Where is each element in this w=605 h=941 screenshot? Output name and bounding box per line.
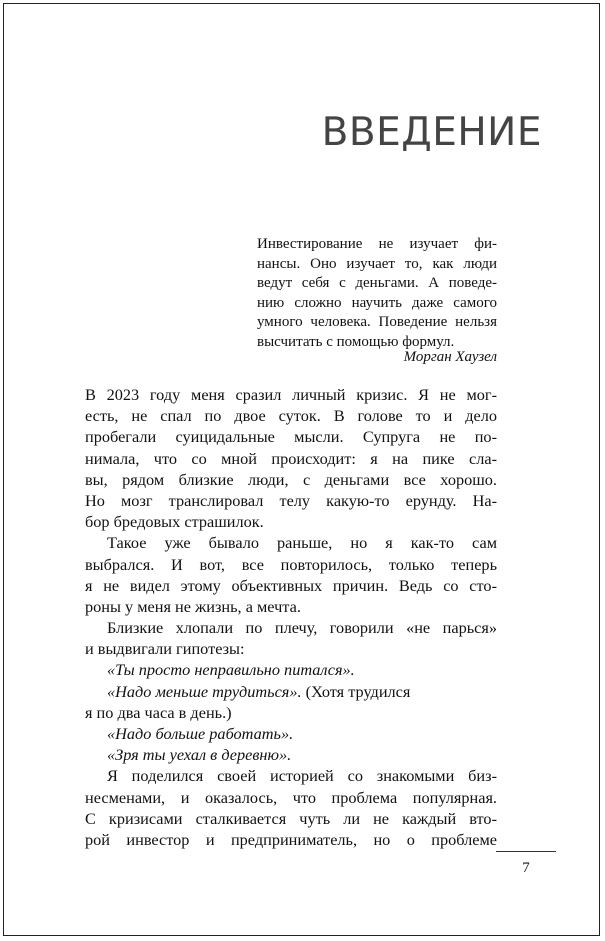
body-text-span: (Хотя трудился xyxy=(301,681,411,701)
epigraph-author: Морган Хаузел xyxy=(403,349,497,365)
body-line: Такое уже бывало раньше, но я как-то сам xyxy=(107,533,497,553)
quote-text: «Надо меньше трудиться». xyxy=(107,681,302,701)
epigraph xyxy=(257,235,497,353)
body-line: бор бредовых страшилок. xyxy=(85,512,264,532)
body-line xyxy=(85,681,497,702)
epigraph-line: нию сложно научить даже самого xyxy=(257,294,497,311)
body-line xyxy=(85,744,497,765)
body-line: рой инвестор и предприниматель, но о проблеме xyxy=(85,829,497,849)
epigraph-line: Инвестирование не изучает фи- xyxy=(257,236,497,252)
body-line: Я поделился своей историей со знакомыми биз- xyxy=(107,766,497,786)
body-line: я по два часа в день.) xyxy=(85,702,232,722)
body-line xyxy=(85,723,497,744)
body-line: С кризисами сталкивается чуть ли не каждый вто- xyxy=(85,808,497,828)
body-line: вы, рядом близкие люди, с деньгами все хорошо. xyxy=(85,469,497,489)
body-line: Близкие хлопали по плечу, говорили «не парься» xyxy=(107,618,497,638)
epigraph-line: высчитать с помощью формул. xyxy=(257,333,455,350)
body-line: Но мозг транслировал телу какую-то ерунду. На- xyxy=(85,490,497,510)
body-line: пробегали суицидальные мысли. Супруга не по- xyxy=(85,427,497,447)
body-line: выбрался. И вот, все повторилось, только теперь xyxy=(85,554,497,574)
quote-text: «Надо больше работать». xyxy=(107,724,294,743)
epigraph-line: ведут себя с деньгами. А поведе- xyxy=(257,275,497,292)
body-text xyxy=(85,384,497,850)
body-line: несменами, и оказалось, что проблема популярная. xyxy=(85,787,497,807)
epigraph-line: нансы. Оно изучает то, как люди xyxy=(257,255,497,272)
body-line xyxy=(85,659,497,680)
book-page xyxy=(3,3,600,936)
quote-text: «Зря ты уехал в деревню». xyxy=(107,745,292,765)
body-line: В 2023 году меня сразил личный кризис. Я не мог- xyxy=(85,385,497,404)
quote-text: «Ты просто неправильно питался». xyxy=(107,660,355,680)
body-line: есть, не спал по двое суток. В голове то и дело xyxy=(85,406,497,426)
body-line: и выдвигали гипотезы: xyxy=(85,639,245,659)
footer-rule xyxy=(496,851,556,852)
page-number: 7 xyxy=(522,860,530,876)
body-line: роны у меня не жизнь, а мечта. xyxy=(85,596,301,616)
body-line: нимала, что со мной происходит: я на пике сла- xyxy=(85,448,497,468)
body-line: я не видел этому объективных причин. Ведь со сто- xyxy=(85,575,497,595)
epigraph-line: умного человека. Поведение нельзя xyxy=(257,314,497,331)
chapter-title: ВВЕДЕНИЕ xyxy=(321,110,542,155)
